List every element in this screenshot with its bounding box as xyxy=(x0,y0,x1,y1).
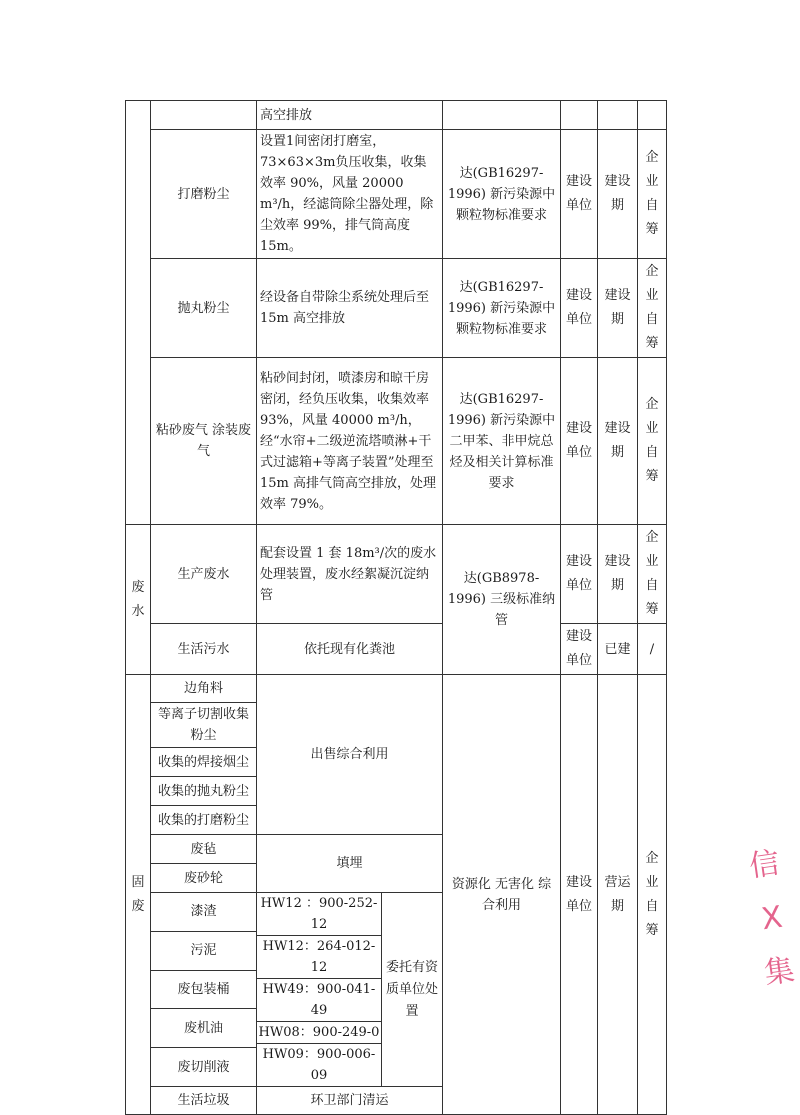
control-measure: 经设备自带除尘系统处理后至 15m 高空排放 xyxy=(257,259,443,358)
funding: 企业自筹 xyxy=(638,259,667,358)
environmental-measures-table xyxy=(125,100,667,1115)
stamp-text: 信 X 集 xyxy=(747,845,797,992)
standard xyxy=(443,101,561,130)
waste-item: 收集的抛丸粉尘 xyxy=(151,777,257,806)
control-measure: 依托现有化粪池 xyxy=(257,624,443,675)
hazardous-code: HW09：900-006-09 xyxy=(262,1047,376,1083)
waste-item: 等离子切割收集粉尘 xyxy=(151,703,257,748)
waste-item: 收集的焊接烟尘 xyxy=(151,748,257,777)
waste-item: 生活垃圾 xyxy=(151,1087,257,1115)
waste-item: 废砂轮 xyxy=(151,864,257,893)
funding: 企业自筹 xyxy=(638,130,667,259)
solid-responsible: 建设单位 xyxy=(561,675,598,1115)
period xyxy=(598,101,638,130)
period: 建设期 xyxy=(598,358,638,525)
responsible-unit: 建设单位 xyxy=(561,525,598,624)
item-name: 抛丸粉尘 xyxy=(151,259,257,358)
hazardous-code: HW12 ：900-252-12 xyxy=(257,893,381,936)
hazardous-measure: 委托有资质单位处置 xyxy=(386,959,439,1019)
item-name: 生产废水 xyxy=(151,525,257,624)
solid-standard: 资源化 无害化 综合利用 xyxy=(443,675,561,1115)
landfill-measure: 填埋 xyxy=(257,835,443,893)
period: 已建 xyxy=(598,624,638,675)
hazardous-block xyxy=(257,893,443,1087)
responsible-unit: 建设单位 xyxy=(561,358,598,525)
period: 建设期 xyxy=(598,130,638,259)
seal-stamp xyxy=(747,838,797,1008)
funding: 企业自筹 xyxy=(638,525,667,624)
standard: 达(GB16297-1996) 新污染源中二甲苯、非甲烷总烃及相关计算标准要求 xyxy=(443,358,561,525)
hazardous-codes xyxy=(257,893,382,1086)
waste-item: 废切削液 xyxy=(151,1048,257,1087)
control-measure: 配套设置 1 套 18m³/次的废水处理装置，废水经絮凝沉淀纳管 xyxy=(257,525,443,624)
responsible-unit: 建设单位 xyxy=(561,624,598,675)
waste-item: 污泥 xyxy=(151,931,257,970)
item-name xyxy=(151,101,257,130)
funding xyxy=(638,101,667,130)
waste-item: 废机油 xyxy=(151,1009,257,1048)
solid-funding: 企业自筹 xyxy=(638,675,667,1115)
waste-item: 漆渣 xyxy=(151,893,257,932)
waste-item: 废包装桶 xyxy=(151,970,257,1009)
waste-item: 边角料 xyxy=(151,675,257,703)
control-measure: 高空排放 xyxy=(257,101,443,130)
gas-category-cell xyxy=(126,101,151,525)
responsible-unit: 建设单位 xyxy=(561,259,598,358)
water-standard: 达(GB8978-1996) 三级标准纳管 xyxy=(443,525,561,675)
item-name: 打磨粉尘 xyxy=(151,130,257,259)
responsible-unit: 建设单位 xyxy=(561,130,598,259)
responsible-unit xyxy=(561,101,598,130)
item-name: 生活污水 xyxy=(151,624,257,675)
water-category: 废水 xyxy=(126,525,151,675)
waste-item: 废毡 xyxy=(151,835,257,864)
funding: 企业自筹 xyxy=(638,358,667,525)
solid-category: 固废 xyxy=(126,675,151,1115)
control-measure: 设置1间密闭打磨室，73×63×3m负压收集，收集效率 90%，风量 20000 m³/h，经滤筒除尘器处理，除尘效率 99%，排气筒高度 15m。 xyxy=(257,130,443,259)
period: 建设期 xyxy=(598,525,638,624)
period: 建设期 xyxy=(598,259,638,358)
waste-item: 收集的打磨粉尘 xyxy=(151,806,257,835)
item-name: 粘砂废气 涂装废气 xyxy=(151,358,257,525)
domestic-measure: 环卫部门清运 xyxy=(257,1087,443,1115)
control-measure: 粘砂间封闭，喷漆房和晾干房密闭，经负压收集，收集效率 93%，风量 40000 m³/h，经“水帘+二级逆流塔喷淋+干式过滤箱+等离子装置”处理至 15m 高排气筒高空排放，处理效率 79%。 xyxy=(257,358,443,525)
hazardous-code: HW08：900-249-0 xyxy=(257,1022,381,1044)
hazardous-code: HW12：264-012-12 xyxy=(257,936,381,979)
funding: / xyxy=(638,624,667,675)
standard: 达(GB16297-1996) 新污染源中颗粒物标准要求 xyxy=(443,259,561,358)
standard: 达(GB16297-1996) 新污染源中颗粒物标准要求 xyxy=(443,130,561,259)
hazardous-code: HW49：900-041-49 xyxy=(257,979,381,1022)
sale-measure: 出售综合利用 xyxy=(257,675,443,835)
solid-period: 营运期 xyxy=(598,675,638,1115)
